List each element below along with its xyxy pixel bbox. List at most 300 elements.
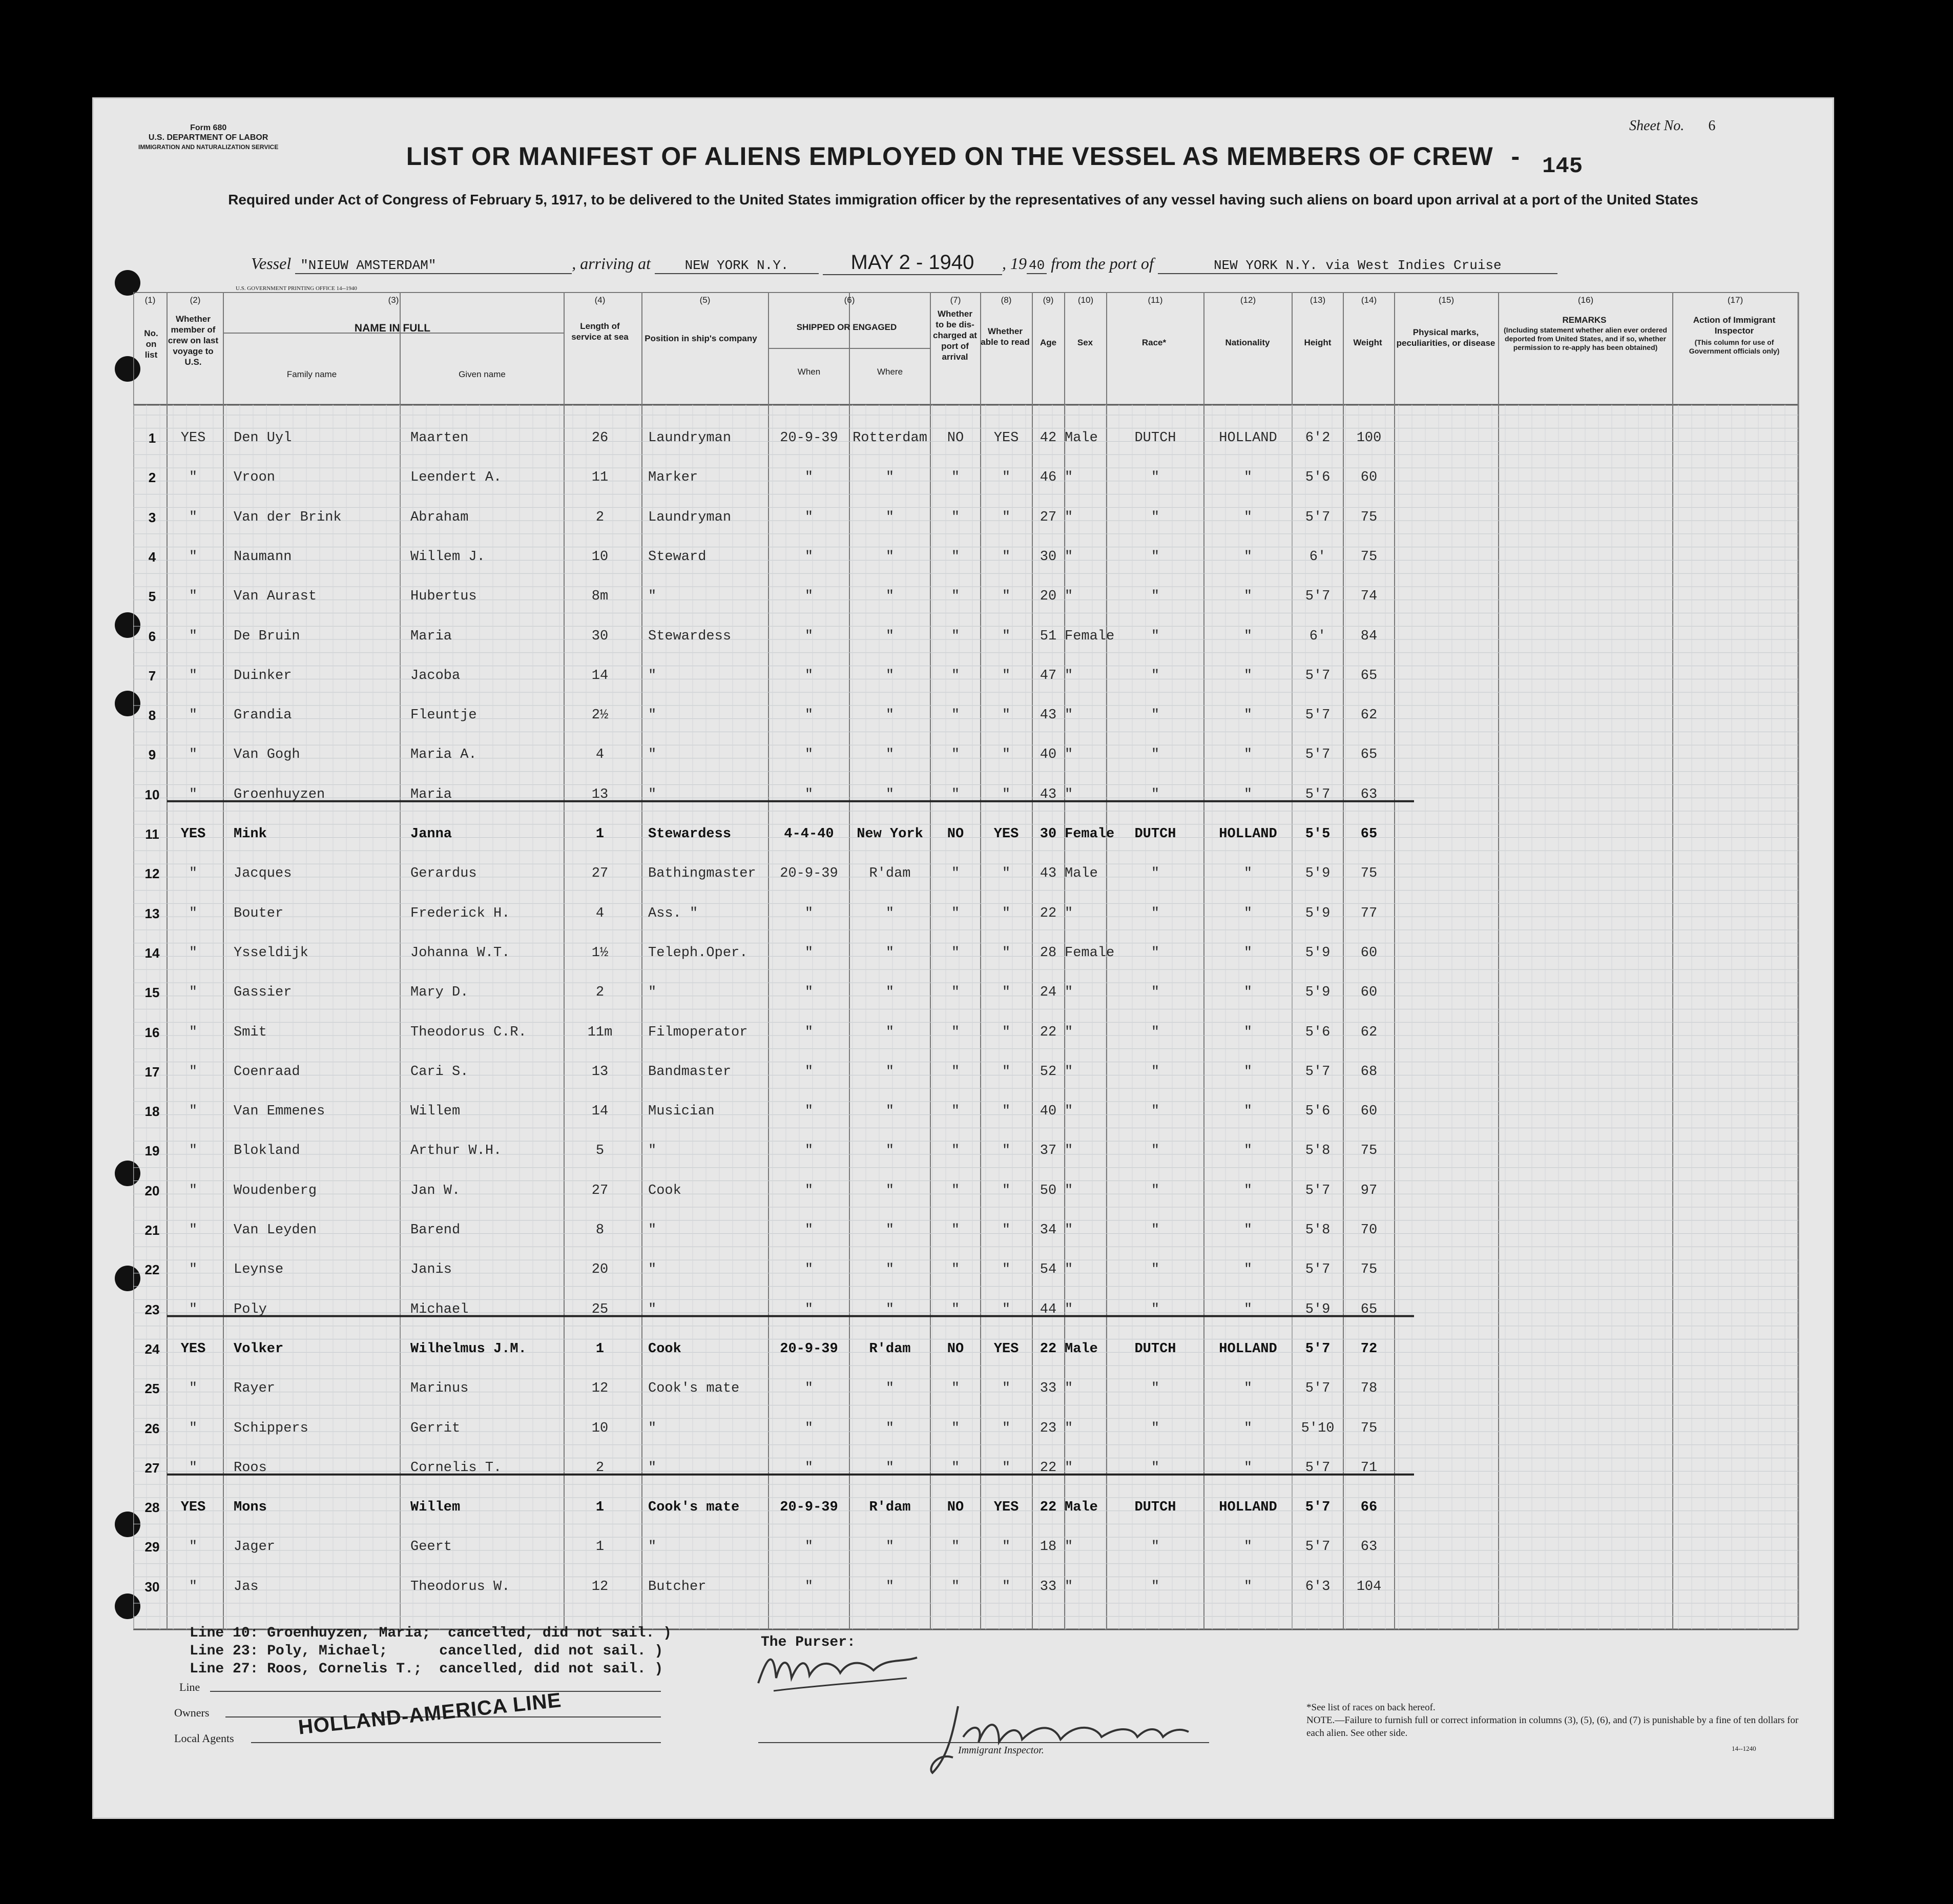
- cell-member: YES: [180, 430, 206, 446]
- cell-weight: 75: [1360, 1420, 1378, 1436]
- cell-weight: 75: [1360, 866, 1378, 882]
- printing-office-note: U.S. GOVERNMENT PRINTING OFFICE 14--1940: [236, 285, 357, 292]
- cell-family: Jacques: [234, 866, 292, 882]
- cell-disch: ": [951, 1460, 960, 1476]
- cell-weight: 84: [1360, 628, 1378, 644]
- cell-disch: ": [951, 1579, 960, 1595]
- cell-no: 16: [144, 1024, 160, 1040]
- cell-when: ": [804, 1183, 814, 1198]
- cell-sex: ": [1065, 1301, 1073, 1317]
- cell-service: 10: [591, 1420, 609, 1436]
- cell-height: 5'9: [1305, 866, 1331, 882]
- cell-disch: ": [951, 470, 960, 486]
- cell-where: R'dam: [869, 866, 911, 882]
- header-when: When: [797, 367, 821, 377]
- crew-table: [133, 292, 1824, 1645]
- cell-race: ": [1151, 1143, 1160, 1159]
- cell-position: Bandmaster: [648, 1064, 732, 1080]
- column-number: (9): [1043, 295, 1054, 305]
- cell-disch: ": [951, 1262, 960, 1278]
- cell-given: Willem: [410, 1500, 461, 1516]
- cell-age: 28: [1040, 945, 1057, 961]
- cell-nationality: ": [1243, 747, 1253, 763]
- footer-notes: [1306, 1701, 1809, 1740]
- header-sex: Sex: [1077, 338, 1093, 347]
- cell-when: ": [804, 747, 814, 763]
- cell-height: 6': [1309, 549, 1326, 565]
- cell-family: Schippers: [234, 1420, 308, 1436]
- cell-service: 11m: [587, 1024, 613, 1040]
- cell-no: 24: [144, 1341, 160, 1357]
- cell-where: ": [885, 589, 895, 605]
- cell-disch: ": [951, 1104, 960, 1120]
- cell-height: 5'9: [1305, 945, 1331, 961]
- cell-disch: ": [951, 787, 960, 802]
- cell-where: ": [885, 905, 895, 921]
- cell-service: 12: [591, 1381, 609, 1397]
- cell-disch: ": [951, 1301, 960, 1317]
- cell-no: 9: [148, 747, 156, 763]
- cell-member: ": [189, 1460, 198, 1476]
- header-remarks-sub: (Including statement whether alien ever ordered deported from United States, and if so, whether permission to re-apply has been obtained): [1504, 326, 1667, 351]
- cell-weight: 65: [1360, 747, 1378, 763]
- cell-disch: ": [951, 1381, 960, 1397]
- cell-height: 5'7: [1305, 668, 1331, 684]
- cell-service: 13: [591, 787, 609, 802]
- vessel-label: Vessel: [251, 254, 292, 273]
- page-subtitle: Required under Act of Congress of February 5, 1917, to be delivered to the United States immigration officer by the representatives of any vessel having such aliens on board upon arrival at a port of the United States: [228, 192, 1698, 208]
- cell-where: ": [885, 708, 895, 723]
- cell-weight: 75: [1360, 509, 1378, 525]
- cell-nationality: ": [1243, 589, 1253, 605]
- cell-read: ": [1002, 1381, 1011, 1397]
- cell-when: ": [804, 1420, 814, 1436]
- cell-when: ": [804, 708, 814, 723]
- inspector-signature: [922, 1696, 1209, 1783]
- cell-service: 11: [591, 470, 609, 486]
- cell-read: ": [1002, 470, 1011, 486]
- cell-sex: Male: [1065, 430, 1098, 446]
- cell-member: ": [189, 549, 198, 565]
- cell-when: ": [804, 1104, 814, 1120]
- cell-given: Cornelis T.: [410, 1460, 502, 1476]
- cell-when: ": [804, 668, 814, 684]
- cell-age: 46: [1040, 470, 1057, 486]
- cell-weight: 65: [1360, 1301, 1378, 1317]
- cell-age: 30: [1040, 549, 1057, 565]
- cell-no: 4: [148, 549, 156, 565]
- cell-member: ": [189, 470, 198, 486]
- cell-disch: ": [951, 866, 960, 882]
- cell-read: ": [1002, 1223, 1011, 1238]
- cell-given: Maria: [410, 628, 452, 644]
- cell-nationality: ": [1243, 1024, 1253, 1040]
- purser-signature: [753, 1642, 927, 1699]
- cell-sex: ": [1065, 1420, 1073, 1436]
- cell-read: YES: [993, 430, 1019, 446]
- cell-age: 43: [1040, 787, 1057, 802]
- cell-read: ": [1002, 1064, 1011, 1080]
- cell-position: Marker: [648, 470, 698, 486]
- cell-nationality: ": [1243, 787, 1253, 802]
- cell-no: 1: [148, 430, 156, 446]
- cell-service: 1: [595, 826, 605, 842]
- cell-weight: 66: [1360, 1500, 1378, 1516]
- cell-nationality: ": [1243, 628, 1253, 644]
- cell-when: ": [804, 1539, 814, 1555]
- cell-no: 14: [144, 945, 160, 961]
- footer-owners-label: Owners: [174, 1706, 210, 1719]
- header-family-name: Family name: [286, 369, 337, 379]
- cell-member: YES: [180, 1341, 206, 1357]
- cell-where: ": [885, 1262, 895, 1278]
- cell-sex: Male: [1065, 866, 1098, 882]
- column-number: (8): [1001, 295, 1012, 305]
- cell-when: ": [804, 1024, 814, 1040]
- cell-position: ": [648, 1460, 657, 1476]
- cell-position: ": [648, 747, 657, 763]
- cell-member: ": [189, 1262, 198, 1278]
- column-number: (15): [1438, 295, 1455, 305]
- cell-member: YES: [180, 1500, 206, 1516]
- cell-height: 5'7: [1305, 1500, 1331, 1516]
- cell-service: 27: [591, 1183, 609, 1198]
- cell-service: 2½: [591, 708, 609, 723]
- cell-position: Stewardess: [648, 628, 732, 644]
- header-action: Action of Immigrant Inspector: [1693, 315, 1776, 336]
- cell-when: ": [804, 1381, 814, 1397]
- cell-given: Theodorus W.: [410, 1579, 510, 1595]
- cell-no: 30: [144, 1579, 160, 1595]
- cell-position: Laundryman: [648, 430, 732, 446]
- cell-read: ": [1002, 1024, 1011, 1040]
- cell-weight: 60: [1360, 1104, 1378, 1120]
- cell-where: ": [885, 1579, 895, 1595]
- cell-no: 13: [144, 905, 160, 921]
- from-port-label: from the port of: [1051, 254, 1154, 273]
- cell-family: Van der Brink: [234, 509, 342, 525]
- header-action-sub: (This column for use of Government officials only): [1689, 338, 1780, 355]
- cell-given: Geert: [410, 1539, 452, 1555]
- cell-weight: 65: [1360, 668, 1378, 684]
- footer-agents-label: Local Agents: [174, 1732, 234, 1745]
- cell-position: ": [648, 668, 657, 684]
- vessel-name: "NIEUW AMSTERDAM": [295, 258, 572, 274]
- cell-sex: ": [1065, 1381, 1073, 1397]
- column-number: (7): [950, 295, 961, 305]
- cell-sex: ": [1065, 1064, 1073, 1080]
- cell-disch: ": [951, 1223, 960, 1238]
- cell-where: ": [885, 668, 895, 684]
- cell-where: ": [885, 1223, 895, 1238]
- cell-family: Van Aurast: [234, 589, 317, 605]
- cell-race: ": [1151, 549, 1160, 565]
- cell-weight: 97: [1360, 1183, 1378, 1198]
- cell-read: ": [1002, 549, 1011, 565]
- cell-family: Mink: [234, 826, 267, 842]
- cell-when: ": [804, 1064, 814, 1080]
- cell-family: Mons: [234, 1500, 267, 1516]
- table-grid-lines: [133, 292, 1824, 1645]
- header-no-on-list: No. on list: [144, 328, 158, 360]
- year-label: , 19: [1002, 254, 1027, 273]
- cell-member: ": [189, 1024, 198, 1040]
- cell-disch: ": [951, 509, 960, 525]
- cell-height: 5'7: [1305, 1262, 1331, 1278]
- cell-when: ": [804, 787, 814, 802]
- cell-race: ": [1151, 1301, 1160, 1317]
- cell-nationality: ": [1243, 1064, 1253, 1080]
- cell-height: 5'8: [1305, 1143, 1331, 1159]
- cell-read: ": [1002, 589, 1011, 605]
- cell-when: ": [804, 549, 814, 565]
- cell-given: Leendert A.: [410, 470, 502, 486]
- cell-disch: ": [951, 905, 960, 921]
- cell-member: ": [189, 1579, 198, 1595]
- form-code: 14--1240: [1732, 1745, 1756, 1752]
- cell-where: ": [885, 787, 895, 802]
- cell-age: 50: [1040, 1183, 1057, 1198]
- cell-nationality: ": [1243, 985, 1253, 1001]
- cell-member: ": [189, 589, 198, 605]
- cancellation-notes: [190, 1624, 672, 1678]
- note-line-23: Line 23: Poly, Michael; cancelled, did not sail. ): [190, 1643, 663, 1659]
- cell-given: Jacoba: [410, 668, 461, 684]
- cell-service: 2: [595, 509, 605, 525]
- cell-weight: 70: [1360, 1223, 1378, 1238]
- cell-sex: ": [1065, 747, 1073, 763]
- cell-no: 7: [148, 668, 156, 684]
- cell-height: 5'7: [1305, 589, 1331, 605]
- cell-sex: Male: [1065, 1500, 1098, 1516]
- cell-read: ": [1002, 787, 1011, 802]
- from-port: NEW YORK N.Y. via West Indies Cruise: [1158, 258, 1557, 274]
- cell-age: 24: [1040, 985, 1057, 1001]
- cell-weight: 63: [1360, 1539, 1378, 1555]
- cell-family: Rayer: [234, 1381, 276, 1397]
- cell-member: ": [189, 1381, 198, 1397]
- cell-nationality: HOLLAND: [1219, 826, 1277, 842]
- cell-when: ": [804, 589, 814, 605]
- vessel-line: [251, 251, 1557, 275]
- column-number: (6): [844, 295, 855, 305]
- cell-given: Willem: [410, 1104, 461, 1120]
- cell-disch: ": [951, 1539, 960, 1555]
- cell-read: YES: [993, 1341, 1019, 1357]
- column-number: (13): [1310, 295, 1326, 305]
- cell-family: Coenraad: [234, 1064, 300, 1080]
- column-number: (10): [1077, 295, 1094, 305]
- cell-age: 34: [1040, 1223, 1057, 1238]
- cell-service: 14: [591, 668, 609, 684]
- cell-given: Hubertus: [410, 589, 477, 605]
- cell-age: 22: [1040, 1024, 1057, 1040]
- cell-age: 40: [1040, 747, 1057, 763]
- cell-where: R'dam: [869, 1341, 911, 1357]
- cell-read: YES: [993, 826, 1019, 842]
- cell-height: 5'7: [1305, 1183, 1331, 1198]
- cell-read: ": [1002, 1539, 1011, 1555]
- cell-disch: ": [951, 708, 960, 723]
- column-number: (4): [594, 295, 606, 305]
- cell-race: ": [1151, 668, 1160, 684]
- cell-sex: ": [1065, 589, 1073, 605]
- cell-weight: 60: [1360, 470, 1378, 486]
- cell-disch: ": [951, 985, 960, 1001]
- cell-height: 5'8: [1305, 1223, 1331, 1238]
- cell-height: 5'7: [1305, 1539, 1331, 1555]
- cell-where: ": [885, 1381, 895, 1397]
- cell-position: Filmoperator: [648, 1024, 748, 1040]
- cell-family: Vroon: [234, 470, 276, 486]
- cell-sex: ": [1065, 1143, 1073, 1159]
- cell-weight: 62: [1360, 1024, 1378, 1040]
- cell-service: 1: [595, 1539, 605, 1555]
- cell-member: YES: [180, 826, 206, 842]
- cell-weight: 75: [1360, 549, 1378, 565]
- cell-race: ": [1151, 1460, 1160, 1476]
- cell-service: 4: [595, 747, 605, 763]
- cell-where: New York: [857, 826, 923, 842]
- column-number: (1): [144, 295, 156, 305]
- cell-where: ": [885, 1143, 895, 1159]
- cell-position: Butcher: [648, 1579, 707, 1595]
- cell-height: 5'9: [1305, 1301, 1331, 1317]
- cell-family: Blokland: [234, 1143, 300, 1159]
- cell-read: ": [1002, 866, 1011, 882]
- cell-member: ": [189, 1301, 198, 1317]
- cell-position: ": [648, 589, 657, 605]
- date-stamp: MAY 2 - 1940: [823, 251, 1002, 275]
- cell-race: ": [1151, 589, 1160, 605]
- header-discharged: Whether to be dis-charged at port of arrival: [933, 309, 977, 362]
- header-age: Age: [1040, 338, 1057, 347]
- cell-sex: ": [1065, 470, 1073, 486]
- cell-sex: ": [1065, 1183, 1073, 1198]
- cell-race: ": [1151, 1420, 1160, 1436]
- cell-nationality: HOLLAND: [1219, 430, 1277, 446]
- cell-race: ": [1151, 1262, 1160, 1278]
- cell-nationality: ": [1243, 1223, 1253, 1238]
- cell-no: 3: [148, 509, 156, 525]
- cell-family: Ysseldijk: [234, 945, 308, 961]
- company-stamp: HOLLAND-AMERICA LINE: [297, 1689, 563, 1739]
- cell-nationality: ": [1243, 1460, 1253, 1476]
- cell-when: 20-9-39: [780, 866, 838, 882]
- cell-sex: ": [1065, 1539, 1073, 1555]
- cell-given: Abraham: [410, 509, 469, 525]
- cell-age: 43: [1040, 866, 1057, 882]
- cell-family: Van Emmenes: [234, 1104, 325, 1120]
- cell-member: ": [189, 945, 198, 961]
- cell-member: ": [189, 747, 198, 763]
- cell-age: 42: [1040, 430, 1057, 446]
- cell-race: ": [1151, 1539, 1160, 1555]
- cell-age: 33: [1040, 1381, 1057, 1397]
- cell-height: 6'2: [1305, 430, 1331, 446]
- year-value: 40: [1027, 258, 1047, 274]
- cell-read: ": [1002, 708, 1011, 723]
- cell-nationality: ": [1243, 866, 1253, 882]
- cell-read: ": [1002, 1420, 1011, 1436]
- penalty-note: NOTE.—Failure to furnish full or correct information in columns (3), (5), (6), and (7) is punishable by a fine of ten dollars for each alien. See other side.: [1306, 1715, 1799, 1739]
- cell-family: Leynse: [234, 1262, 284, 1278]
- cell-age: 40: [1040, 1104, 1057, 1120]
- cell-height: 5'6: [1305, 1024, 1331, 1040]
- cell-member: ": [189, 1539, 198, 1555]
- cell-sex: ": [1065, 985, 1073, 1001]
- sheet-number: [1629, 118, 1715, 134]
- cell-family: Roos: [234, 1460, 267, 1476]
- cell-race: ": [1151, 509, 1160, 525]
- cell-position: ": [648, 708, 657, 723]
- cell-where: ": [885, 747, 895, 763]
- cell-nationality: ": [1243, 470, 1253, 486]
- cell-read: ": [1002, 1579, 1011, 1595]
- cell-disch: NO: [947, 1341, 964, 1357]
- cell-when: ": [804, 1262, 814, 1278]
- inspector-label: Immigrant Inspector.: [958, 1745, 1044, 1756]
- cell-read: ": [1002, 628, 1011, 644]
- arriving-port: NEW YORK N.Y.: [655, 258, 819, 274]
- cell-position: Stewardess: [648, 826, 732, 842]
- cell-member: ": [189, 787, 198, 802]
- cell-family: Volker: [234, 1341, 284, 1357]
- cell-age: 22: [1040, 1341, 1057, 1357]
- cell-position: ": [648, 787, 657, 802]
- header-race: Race*: [1141, 338, 1167, 347]
- cell-service: 1: [595, 1500, 605, 1516]
- cell-age: 54: [1040, 1262, 1057, 1278]
- cell-sex: ": [1065, 1262, 1073, 1278]
- cell-given: Jan W.: [410, 1183, 461, 1198]
- cell-disch: ": [951, 1420, 960, 1436]
- cell-no: 19: [144, 1143, 160, 1159]
- cell-position: Cook: [648, 1183, 681, 1198]
- cell-service: 20: [591, 1262, 609, 1278]
- cell-given: Willem J.: [410, 549, 485, 565]
- cell-when: 20-9-39: [780, 1341, 838, 1357]
- cell-family: Smit: [234, 1024, 267, 1040]
- cell-member: ": [189, 866, 198, 882]
- column-number: (2): [190, 295, 201, 305]
- cell-where: ": [885, 1420, 895, 1436]
- cell-nationality: ": [1243, 1262, 1253, 1278]
- cell-disch: ": [951, 549, 960, 565]
- cell-given: Marinus: [410, 1381, 469, 1397]
- footer-agents-rule: [251, 1742, 661, 1743]
- cell-nationality: ": [1243, 1579, 1253, 1595]
- cell-service: 5: [595, 1143, 605, 1159]
- cell-nationality: ": [1243, 549, 1253, 565]
- cell-weight: 104: [1356, 1579, 1382, 1595]
- cell-where: ": [885, 1539, 895, 1555]
- cell-race: DUTCH: [1134, 1341, 1176, 1357]
- cell-weight: 100: [1356, 430, 1382, 446]
- cell-race: ": [1151, 1104, 1160, 1120]
- cell-no: 5: [148, 589, 156, 605]
- cell-family: Groenhuyzen: [234, 787, 325, 802]
- sheet-number-value: 6: [1708, 118, 1716, 134]
- cell-given: Theodorus C.R.: [410, 1024, 527, 1040]
- cell-sex: ": [1065, 549, 1073, 565]
- cell-disch: ": [951, 1143, 960, 1159]
- cell-position: ": [648, 985, 657, 1001]
- cell-no: 27: [144, 1460, 160, 1476]
- cell-read: ": [1002, 747, 1011, 763]
- cell-race: ": [1151, 866, 1160, 882]
- cell-sex: Female: [1065, 628, 1115, 644]
